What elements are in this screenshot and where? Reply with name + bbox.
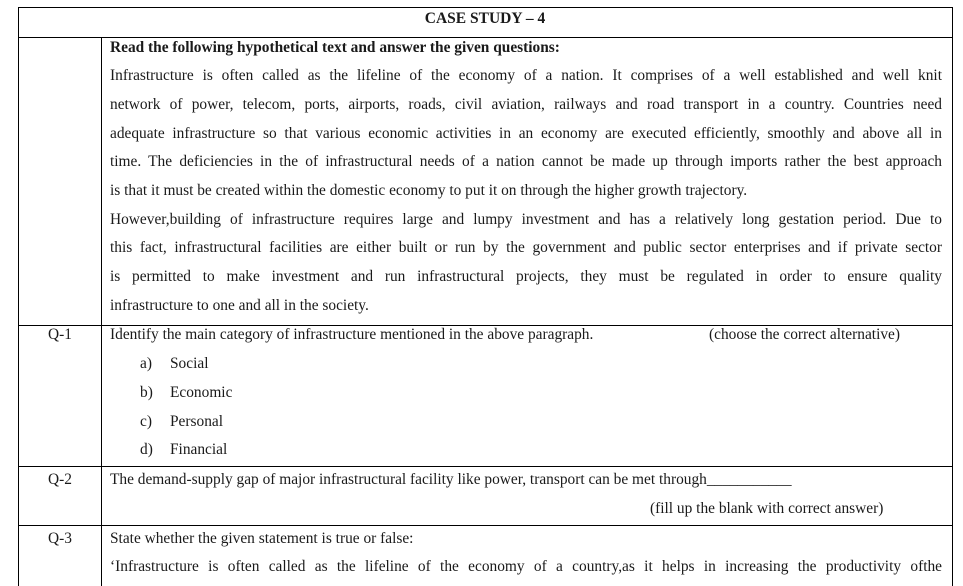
option-economic: Economic (170, 384, 233, 401)
option-personal: Personal (170, 413, 224, 430)
passage-line: network of power, telecom, ports, airports, roads, civil aviation, railways and road transport in a country. Countries need (110, 96, 942, 113)
passage-line: is that it must be created within the domestic economy to put it on through the higher growth trajectory. (110, 182, 748, 199)
passage-line: is permitted to make investment and run infrastructural projects, they must be regulated in order to ensure quality (110, 268, 942, 285)
row-divider-q2 (18, 525, 953, 526)
column-divider (101, 37, 102, 586)
question-text-q1: Identify the main category of infrastructure mentioned in the above paragraph. (110, 326, 594, 343)
passage-instruction: Read the following hypothetical text and answer the given questions: (110, 39, 560, 56)
passage-line: time. The deficiencies in the of infrastructural needs of a nation cannot be made up through imports rather the best approach (110, 153, 942, 170)
option-letter: c) (140, 413, 152, 430)
question-text-q2: The demand-supply gap of major infrastructural facility like power, transport can be met through___________ (110, 471, 792, 488)
question-instruction-q2: (fill up the blank with correct answer) (650, 500, 884, 517)
page-title: CASE STUDY – 4 (424, 10, 546, 27)
option-letter: a) (140, 355, 152, 372)
option-letter: b) (140, 384, 153, 401)
question-text-q3: State whether the given statement is true or false: (110, 530, 414, 547)
passage-line: infrastructure to one and all in the society. (110, 297, 369, 314)
table-border-left (18, 7, 19, 586)
table-border-right (952, 7, 953, 586)
passage-line: Infrastructure is often called as the lifeline of the economy of a nation. It comprises of a well established and well knit (110, 67, 942, 84)
question-statement-q3: ‘Infrastructure is often called as the lifeline of the economy of a country,as it helps in increasing the productivity ofthe (110, 558, 942, 575)
question-number-q2: Q-2 (48, 471, 72, 488)
passage-line: However,building of infrastructure requires large and lumpy investment and has a relatively long gestation period. Due to (110, 211, 942, 228)
table-border-top (18, 7, 953, 8)
question-instruction-q1: (choose the correct alternative) (709, 326, 900, 343)
option-social: Social (170, 355, 209, 372)
passage-line: this fact, infrastructural facilities are either built or run by the government and public sector enterprises and if private sector (110, 239, 942, 256)
question-number-q3: Q-3 (48, 530, 72, 547)
row-divider-q1 (18, 466, 953, 467)
passage-line: adequate infrastructure so that various economic activities in an economy are executed efficiently, smoothly and above all in (110, 125, 942, 142)
option-letter: d) (140, 441, 153, 458)
question-number-q1: Q-1 (48, 326, 72, 343)
option-financial: Financial (170, 441, 228, 458)
